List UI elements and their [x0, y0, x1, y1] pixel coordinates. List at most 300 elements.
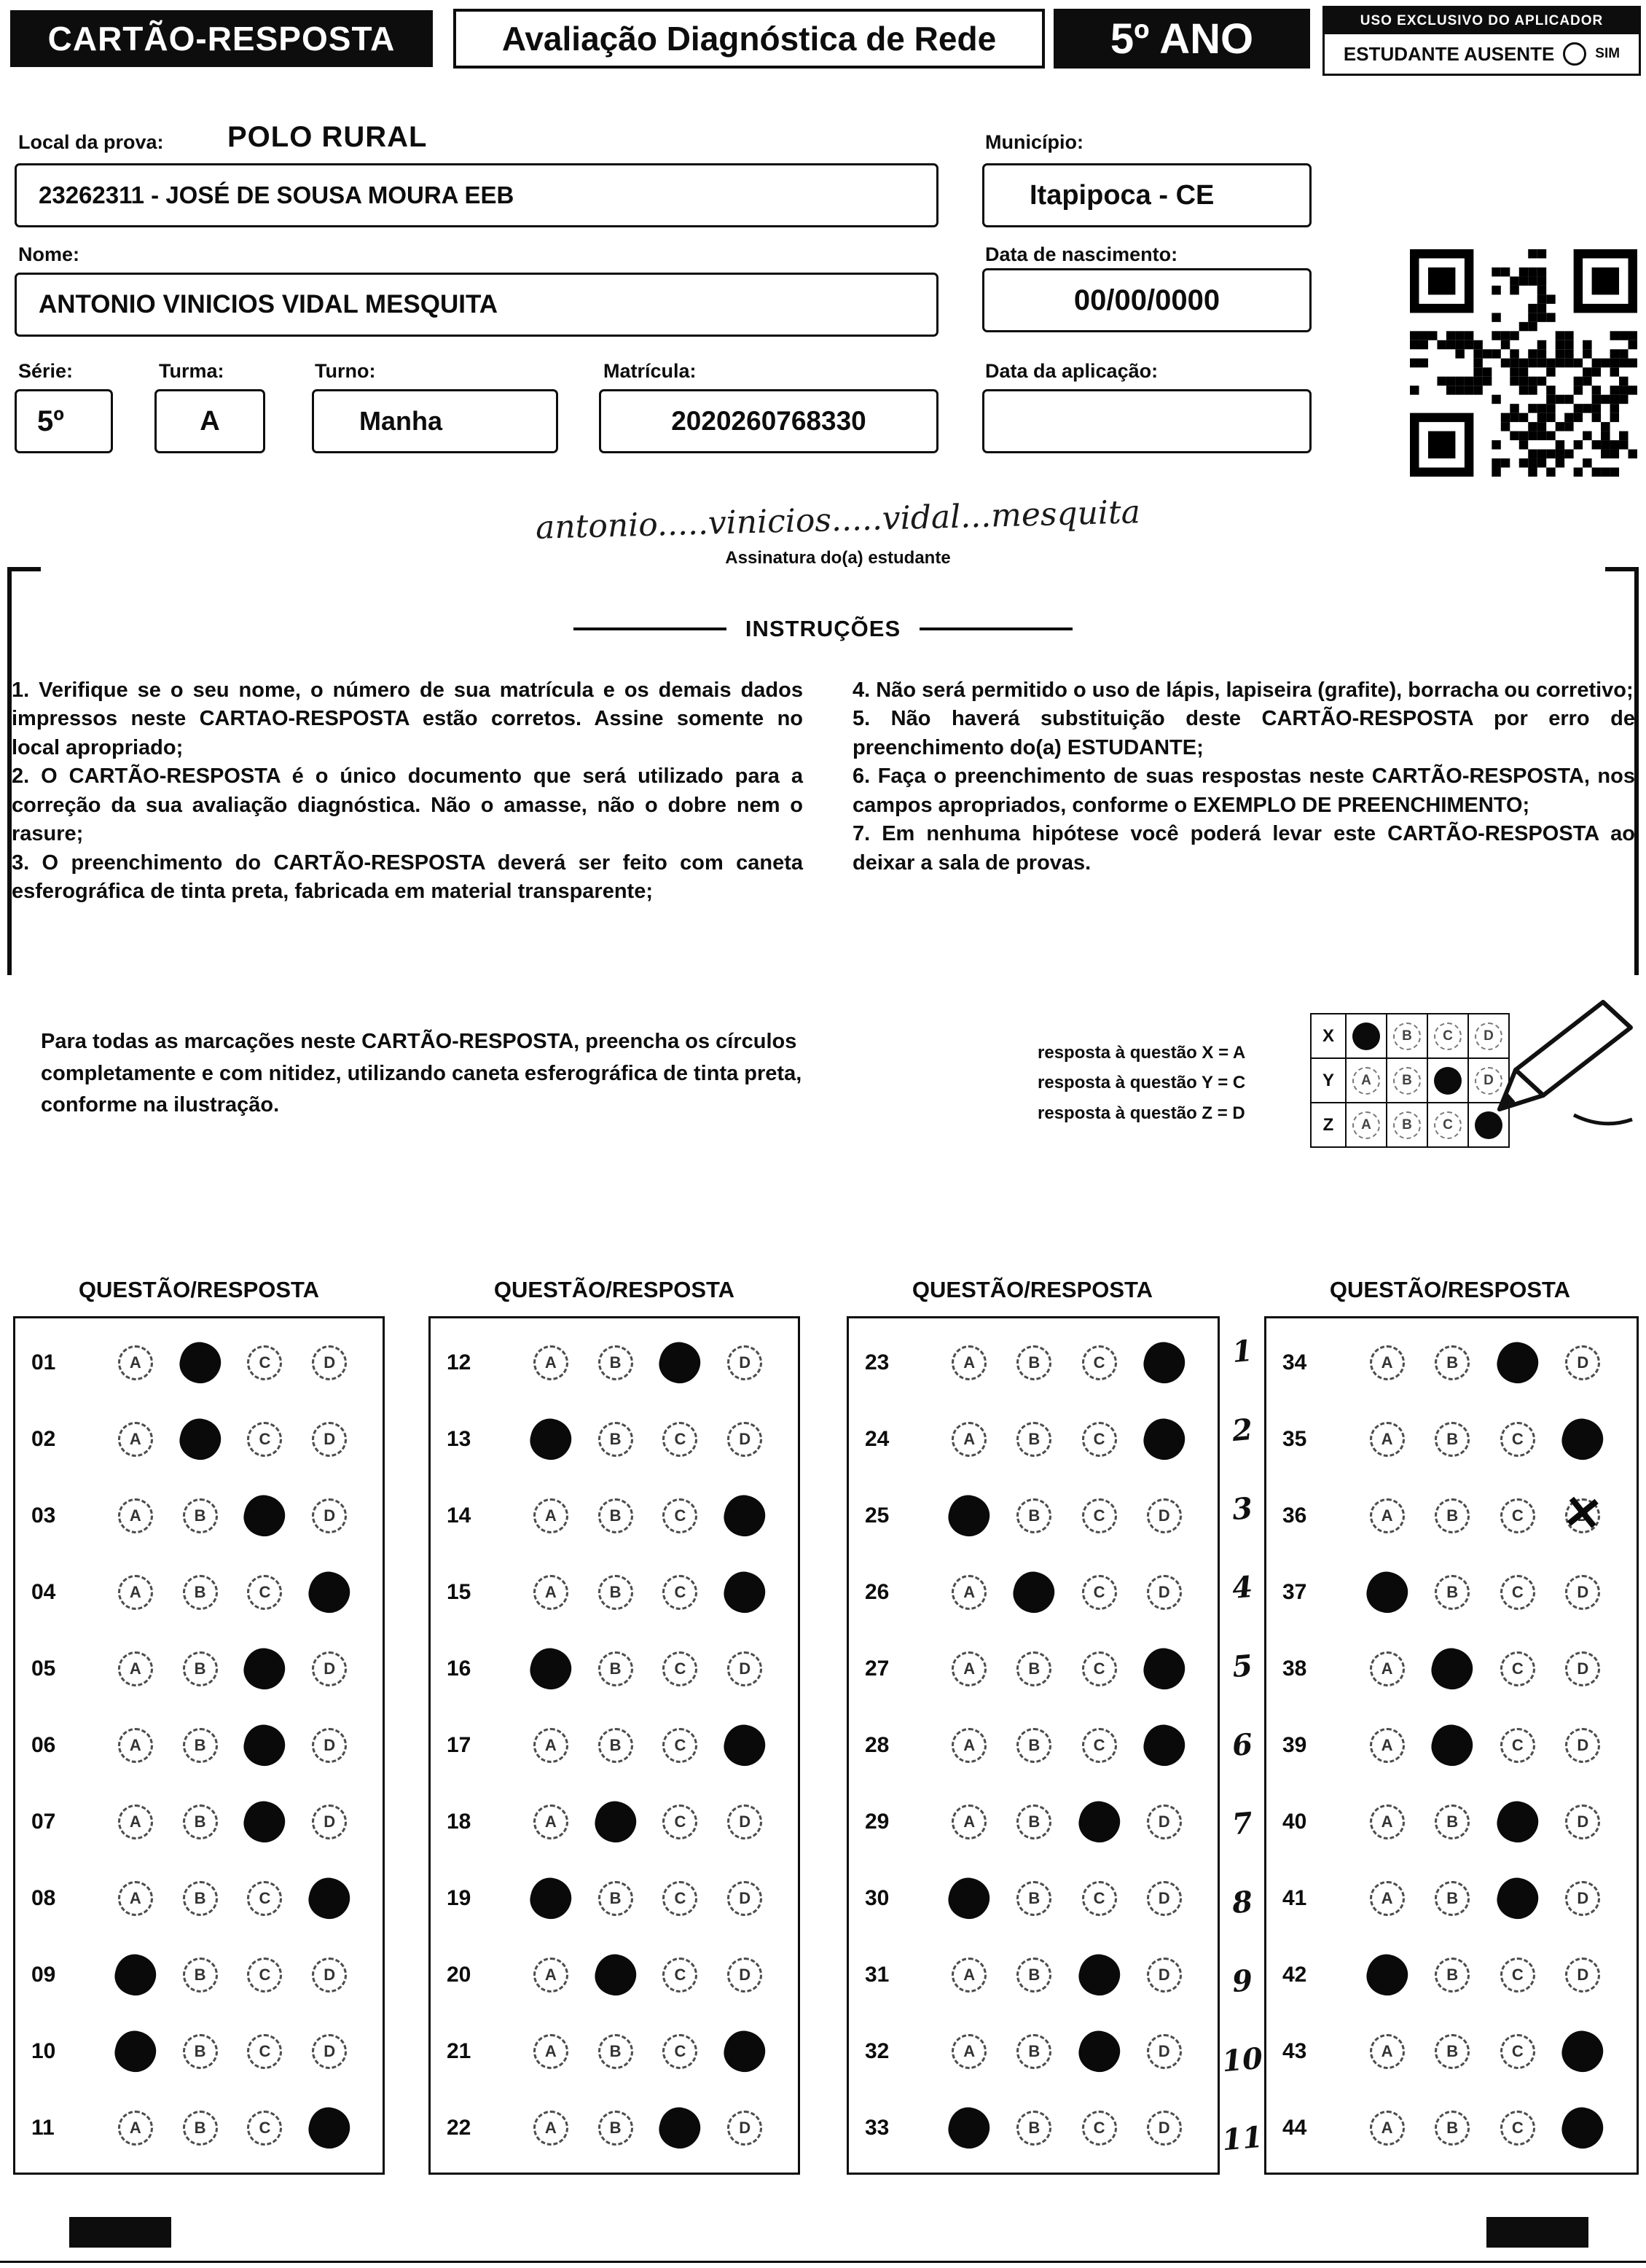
bubble-24-d[interactable] [1147, 1422, 1182, 1457]
bubble-34-b[interactable]: B [1435, 1345, 1470, 1380]
bubble-21-a[interactable]: A [533, 2034, 568, 2069]
bubble-40-a[interactable]: A [1370, 1804, 1405, 1839]
school-field: 23262311 - JOSÉ DE SOUSA MOURA EEB [15, 163, 938, 227]
bubble-01-a[interactable]: A [118, 1345, 153, 1380]
bubble-41-a[interactable]: A [1370, 1881, 1405, 1916]
bubble-29-b[interactable]: B [1016, 1804, 1051, 1839]
bubble-22-b[interactable]: B [598, 2111, 633, 2146]
bubble-23-c[interactable]: C [1082, 1345, 1117, 1380]
example-option-cell [1427, 1013, 1469, 1059]
bubble-32-b[interactable]: B [1016, 2034, 1051, 2069]
handwritten-number: 9 [1231, 1963, 1254, 1999]
bubble-42-c[interactable]: C [1500, 1958, 1535, 1993]
bubble-05-a[interactable]: A [118, 1651, 153, 1686]
bubble-01-d[interactable]: D [312, 1345, 347, 1380]
bubble-28-b[interactable]: B [1016, 1728, 1051, 1763]
question-number: 41 [1282, 1886, 1307, 1911]
bubble-37-c[interactable]: C [1500, 1575, 1535, 1610]
bubble-23-d[interactable] [1147, 1345, 1182, 1380]
bubble-04-b[interactable]: B [183, 1575, 218, 1610]
bubble-10-c[interactable]: C [247, 2034, 282, 2069]
bubble-06-d[interactable]: D [312, 1728, 347, 1763]
instruction-item: 4. Não será permitido o uso de lápis, lapiseira (grafite), borracha ou corretivo; [853, 679, 1634, 702]
turno-label: Turno: [315, 360, 376, 382]
question-row-44 [1266, 2090, 1637, 2167]
bubble-17-d[interactable] [727, 1728, 762, 1763]
question-row-10 [15, 2014, 383, 2090]
local-value: POLO RURAL [227, 121, 428, 153]
bubble-10-d[interactable]: D [312, 2034, 347, 2069]
example-option-cell [1345, 1102, 1387, 1148]
question-row-13 [431, 1401, 798, 1477]
bubble-21-b[interactable]: B [598, 2034, 633, 2069]
question-row-25 [849, 1477, 1218, 1554]
bubble-14-d[interactable] [727, 1498, 762, 1533]
instruction-item: 3. O preenchimento do CARTÃO-RESPOSTA deverá ser feito com caneta esferográfica de tinta preta, fabricada em material transparente; [12, 850, 803, 904]
bubble-44-c[interactable]: C [1500, 2111, 1535, 2146]
question-options [88, 2034, 383, 2069]
bubble-28-a[interactable]: A [952, 1728, 987, 1763]
bubble-27-c[interactable]: C [1082, 1651, 1117, 1686]
question-row-37 [1266, 1554, 1637, 1630]
bubble-19-a[interactable] [533, 1881, 568, 1916]
question-row-43 [1266, 2014, 1637, 2090]
handwritten-numbers [1215, 1312, 1269, 2178]
bubble-42-d[interactable]: D [1565, 1958, 1600, 1993]
bubble-09-c[interactable]: C [247, 1958, 282, 1993]
bubble-16-d[interactable]: D [727, 1651, 762, 1686]
nome-label: Nome: [18, 243, 80, 265]
question-number: 19 [447, 1886, 471, 1911]
bubble-02-d[interactable]: D [312, 1422, 347, 1457]
bubble-14-c[interactable]: C [662, 1498, 697, 1533]
bubble-39-d[interactable]: D [1565, 1728, 1600, 1763]
example-bubble-a: A [1352, 1067, 1380, 1095]
question-row-16 [431, 1630, 798, 1707]
bubble-22-a[interactable]: A [533, 2111, 568, 2146]
bubble-29-c[interactable] [1082, 1804, 1117, 1839]
bubble-03-d[interactable]: D [312, 1498, 347, 1533]
bubble-14-b[interactable]: B [598, 1498, 633, 1533]
bubble-12-c[interactable] [662, 1345, 697, 1380]
absent-bubble[interactable] [1563, 42, 1586, 66]
bubble-40-d[interactable]: D [1565, 1804, 1600, 1839]
question-number: 27 [865, 1656, 890, 1681]
absent-row [1325, 34, 1639, 74]
nome-field: ANTONIO VINICIOS VIDAL MESQUITA [15, 273, 938, 337]
bubble-18-a[interactable]: A [533, 1804, 568, 1839]
bubble-38-b[interactable] [1435, 1651, 1470, 1686]
bubble-43-a[interactable]: A [1370, 2034, 1405, 2069]
question-row-41 [1266, 1861, 1637, 1937]
bubble-12-a[interactable]: A [533, 1345, 568, 1380]
bubble-24-c[interactable]: C [1082, 1422, 1117, 1457]
example-bubble-a [1352, 1022, 1380, 1050]
bubble-34-d[interactable]: D [1565, 1345, 1600, 1380]
bubble-40-b[interactable]: B [1435, 1804, 1470, 1839]
example-row-label: Z [1310, 1102, 1347, 1148]
question-number: 32 [865, 2039, 890, 2064]
bubble-44-b[interactable]: B [1435, 2111, 1470, 2146]
bubble-07-b[interactable]: B [183, 1804, 218, 1839]
bubble-13-d[interactable]: D [727, 1422, 762, 1457]
bubble-39-a[interactable]: A [1370, 1728, 1405, 1763]
bubble-13-c[interactable]: C [662, 1422, 697, 1457]
bubble-30-d[interactable]: D [1147, 1881, 1182, 1916]
bubble-33-a[interactable] [952, 2111, 987, 2146]
bubble-11-c[interactable]: C [247, 2111, 282, 2146]
bubble-06-a[interactable]: A [118, 1728, 153, 1763]
bubble-41-c[interactable] [1500, 1881, 1535, 1916]
sheet-title: CARTÃO-RESPOSTA [10, 10, 433, 67]
serie-field: 5º [15, 389, 113, 453]
bubble-03-b[interactable]: B [183, 1498, 218, 1533]
column-header-4: QUESTÃO/RESPOSTA [1329, 1277, 1571, 1302]
turno-field: Manha [312, 389, 558, 453]
question-number: 22 [447, 2116, 471, 2140]
bubble-36-d[interactable]: ✕ D [1565, 1498, 1600, 1533]
question-options [88, 1422, 383, 1457]
bubble-17-c[interactable]: C [662, 1728, 697, 1763]
question-options [922, 1958, 1218, 1993]
bubble-32-a[interactable]: A [952, 2034, 987, 2069]
question-number: 31 [865, 1963, 890, 1987]
example-bubble-c [1434, 1067, 1462, 1095]
bubble-20-c[interactable]: C [662, 1958, 697, 1993]
question-number: 24 [865, 1426, 890, 1451]
bubble-29-d[interactable]: D [1147, 1804, 1182, 1839]
question-row-12 [431, 1324, 798, 1401]
bubble-18-d[interactable]: D [727, 1804, 762, 1839]
bubble-36-b[interactable]: B [1435, 1498, 1470, 1533]
bubble-21-d[interactable] [727, 2034, 762, 2069]
bubble-09-a[interactable] [118, 1958, 153, 1993]
bubble-08-b[interactable]: B [183, 1881, 218, 1916]
bubble-14-a[interactable]: A [533, 1498, 568, 1533]
bubble-34-c[interactable] [1500, 1345, 1535, 1380]
bubble-26-d[interactable]: D [1147, 1575, 1182, 1610]
bubble-39-c[interactable]: C [1500, 1728, 1535, 1763]
bubble-22-c[interactable] [662, 2111, 697, 2146]
question-number: 21 [447, 2039, 471, 2064]
bubble-15-d[interactable] [727, 1575, 762, 1610]
bubble-26-c[interactable]: C [1082, 1575, 1117, 1610]
aplicacao-field [982, 389, 1312, 453]
question-options [1339, 2034, 1637, 2069]
example-bubble-a: A [1352, 1111, 1380, 1139]
bubble-15-c[interactable]: C [662, 1575, 697, 1610]
example-bubble-c: C [1434, 1022, 1462, 1050]
bubble-21-c[interactable]: C [662, 2034, 697, 2069]
question-options [1339, 1958, 1637, 1993]
question-row-26 [849, 1554, 1218, 1630]
question-number: 25 [865, 1503, 890, 1528]
bubble-33-c[interactable]: C [1082, 2111, 1117, 2146]
question-number: 34 [1282, 1350, 1307, 1375]
bubble-32-c[interactable] [1082, 2034, 1117, 2069]
example-option-cell [1386, 1102, 1428, 1148]
bubble-37-a[interactable] [1370, 1575, 1405, 1610]
question-number: 08 [31, 1886, 56, 1911]
grade-badge: 5º ANO [1054, 9, 1310, 69]
bubble-38-a[interactable]: A [1370, 1651, 1405, 1686]
bubble-11-b[interactable]: B [183, 2111, 218, 2146]
question-number: 37 [1282, 1579, 1307, 1604]
legend-line: resposta à questão Z = D [1038, 1103, 1245, 1123]
handwritten-number: 10 [1220, 2041, 1264, 2079]
question-row-22 [431, 2090, 798, 2167]
question-options [922, 1422, 1218, 1457]
bubble-27-a[interactable]: A [952, 1651, 987, 1686]
bubble-03-a[interactable]: A [118, 1498, 153, 1533]
bubble-12-b[interactable]: B [598, 1345, 633, 1380]
question-number: 30 [865, 1886, 890, 1911]
bubble-16-c[interactable]: C [662, 1651, 697, 1686]
question-options [1339, 1345, 1637, 1380]
example-row-label: Y [1310, 1057, 1347, 1103]
question-row-27 [849, 1630, 1218, 1707]
question-number: 17 [447, 1733, 471, 1758]
bottom-edge-line [0, 2261, 1646, 2263]
question-number: 35 [1282, 1426, 1307, 1451]
bubble-43-b[interactable]: B [1435, 2034, 1470, 2069]
bubble-44-a[interactable]: A [1370, 2111, 1405, 2146]
bubble-37-b[interactable]: B [1435, 1575, 1470, 1610]
bubble-31-a[interactable]: A [952, 1958, 987, 1993]
bubble-07-d[interactable]: D [312, 1804, 347, 1839]
header-rule-right [920, 627, 1073, 630]
bubble-15-b[interactable]: B [598, 1575, 633, 1610]
bubble-20-d[interactable]: D [727, 1958, 762, 1993]
question-number: 10 [31, 2039, 56, 2064]
bubble-16-b[interactable]: B [598, 1651, 633, 1686]
bubble-05-d[interactable]: D [312, 1651, 347, 1686]
question-row-29 [849, 1784, 1218, 1861]
question-number: 01 [31, 1350, 56, 1375]
bubble-31-c[interactable] [1082, 1958, 1117, 1993]
bubble-25-c[interactable]: C [1082, 1498, 1117, 1533]
bubble-11-d[interactable] [312, 2111, 347, 2146]
bubble-29-a[interactable]: A [952, 1804, 987, 1839]
student-signature-handwriting: antonio.....vinicios.....vidal...mesquita [535, 493, 1141, 547]
question-number: 13 [447, 1426, 471, 1451]
bubble-34-a[interactable]: A [1370, 1345, 1405, 1380]
bubble-07-c[interactable] [247, 1804, 282, 1839]
bubble-13-a[interactable] [533, 1422, 568, 1457]
bubble-43-c[interactable]: C [1500, 2034, 1535, 2069]
bubble-07-a[interactable]: A [118, 1804, 153, 1839]
question-row-02 [15, 1401, 383, 1477]
answer-grid-1 [13, 1316, 385, 2175]
bubble-18-b[interactable] [598, 1804, 633, 1839]
bubble-30-b[interactable]: B [1016, 1881, 1051, 1916]
question-options [922, 1498, 1218, 1533]
question-row-03 [15, 1477, 383, 1554]
handwritten-number: 5 [1231, 1648, 1254, 1684]
instruction-item: 7. Em nenhuma hipótese você poderá levar este CARTÃO-RESPOSTA ao deixar a sala de provas. [853, 822, 1635, 875]
bubble-10-b[interactable]: B [183, 2034, 218, 2069]
bubble-38-c[interactable]: C [1500, 1651, 1535, 1686]
bubble-03-c[interactable] [247, 1498, 282, 1533]
question-row-38 [1266, 1630, 1637, 1707]
bubble-08-c[interactable]: C [247, 1881, 282, 1916]
question-number: 07 [31, 1810, 56, 1834]
question-options [922, 1728, 1218, 1763]
bubble-30-a[interactable] [952, 1881, 987, 1916]
question-row-18 [431, 1784, 798, 1861]
bubble-39-b[interactable] [1435, 1728, 1470, 1763]
bubble-17-a[interactable]: A [533, 1728, 568, 1763]
question-number: 29 [865, 1810, 890, 1834]
bubble-23-a[interactable]: A [952, 1345, 987, 1380]
question-options [503, 1651, 798, 1686]
instruction-item: 6. Faça o preenchimento de suas respostas neste CARTÃO-RESPOSTA, nos campos apropriados, conforme o EXEMPLO DE PREENCHIMENTO; [853, 765, 1635, 817]
bubble-05-b[interactable]: B [183, 1651, 218, 1686]
instruction-item: 2. O CARTÃO-RESPOSTA é o único documento que será utilizado para a correção da sua avaliação diagnóstica. Não o amasse, não o dobre nem o rasure; [12, 765, 803, 846]
example-bubble-c: C [1434, 1111, 1462, 1139]
bubble-04-c[interactable]: C [247, 1575, 282, 1610]
question-row-14 [431, 1477, 798, 1554]
column-header-1: QUESTÃO/RESPOSTA [78, 1277, 320, 1302]
question-options [88, 1804, 383, 1839]
question-row-28 [849, 1707, 1218, 1783]
column-header-2: QUESTÃO/RESPOSTA [493, 1277, 735, 1302]
example-option-cell [1345, 1013, 1387, 1059]
question-options [88, 2111, 383, 2146]
instruction-item: 1. Verifique se o seu nome, o número de sua matrícula e os demais dados impressos neste CARTAO-RESPOSTA estão corretos. Assine somente no local apropriado; [12, 679, 803, 759]
bubble-36-c[interactable]: C [1500, 1498, 1535, 1533]
bubble-01-b[interactable] [183, 1345, 218, 1380]
question-number: 38 [1282, 1656, 1307, 1681]
bubble-13-b[interactable]: B [598, 1422, 633, 1457]
bubble-12-d[interactable]: D [727, 1345, 762, 1380]
bubble-23-b[interactable]: B [1016, 1345, 1051, 1380]
question-row-36 [1266, 1477, 1637, 1554]
bubble-25-d[interactable]: D [1147, 1498, 1182, 1533]
bubble-26-b[interactable] [1016, 1575, 1051, 1610]
bubble-09-d[interactable]: D [312, 1958, 347, 1993]
bubble-28-c[interactable]: C [1082, 1728, 1117, 1763]
bubble-31-d[interactable]: D [1147, 1958, 1182, 1993]
bubble-42-b[interactable]: B [1435, 1958, 1470, 1993]
instructions-title: INSTRUÇÕES [745, 616, 901, 641]
bubble-43-d[interactable] [1565, 2034, 1600, 2069]
question-number: 40 [1282, 1810, 1307, 1834]
municipio-field: Itapipoca - CE [982, 163, 1312, 227]
bubble-10-a[interactable] [118, 2034, 153, 2069]
question-row-15 [431, 1554, 798, 1630]
question-options [1339, 1728, 1637, 1763]
question-options [503, 1728, 798, 1763]
bubble-19-b[interactable]: B [598, 1881, 633, 1916]
question-row-35 [1266, 1401, 1637, 1477]
bubble-38-d[interactable]: D [1565, 1651, 1600, 1686]
bubble-04-d[interactable] [312, 1575, 347, 1610]
bubble-41-d[interactable]: D [1565, 1881, 1600, 1916]
question-options [503, 1345, 798, 1380]
example-option-cell [1345, 1057, 1387, 1103]
question-options [922, 1881, 1218, 1916]
bubble-08-d[interactable] [312, 1881, 347, 1916]
bubble-06-c[interactable] [247, 1728, 282, 1763]
bubble-33-b[interactable]: B [1016, 2111, 1051, 2146]
bubble-25-b[interactable]: B [1016, 1498, 1051, 1533]
question-options [1339, 1804, 1637, 1839]
bubble-18-c[interactable]: C [662, 1804, 697, 1839]
nascimento-label: Data de nascimento: [985, 243, 1178, 265]
bubble-15-a[interactable]: A [533, 1575, 568, 1610]
bubble-31-b[interactable]: B [1016, 1958, 1051, 1993]
bubble-44-d[interactable] [1565, 2111, 1600, 2146]
bubble-35-c[interactable]: C [1500, 1422, 1535, 1457]
bubble-35-b[interactable]: B [1435, 1422, 1470, 1457]
bubble-26-a[interactable]: A [952, 1575, 987, 1610]
bubble-37-d[interactable]: D [1565, 1575, 1600, 1610]
qr-code [1410, 249, 1637, 477]
question-number: 42 [1282, 1963, 1307, 1987]
question-number: 15 [447, 1579, 471, 1604]
bubble-20-a[interactable]: A [533, 1958, 568, 1993]
bubble-04-a[interactable]: A [118, 1575, 153, 1610]
bubble-16-a[interactable] [533, 1651, 568, 1686]
bubble-25-a[interactable] [952, 1498, 987, 1533]
question-number: 39 [1282, 1733, 1307, 1758]
bubble-02-a[interactable]: A [118, 1422, 153, 1457]
bubble-27-b[interactable]: B [1016, 1651, 1051, 1686]
question-options [922, 2034, 1218, 2069]
question-row-01 [15, 1324, 383, 1401]
question-row-06 [15, 1707, 383, 1783]
bubble-02-b[interactable] [183, 1422, 218, 1457]
bubble-33-d[interactable]: D [1147, 2111, 1182, 2146]
bubble-20-b[interactable] [598, 1958, 633, 1993]
bubble-05-c[interactable] [247, 1651, 282, 1686]
bubble-11-a[interactable]: A [118, 2111, 153, 2146]
bubble-24-b[interactable]: B [1016, 1422, 1051, 1457]
bubble-01-c[interactable]: C [247, 1345, 282, 1380]
legend-line: resposta à questão Y = C [1038, 1073, 1246, 1093]
bubble-19-c[interactable]: C [662, 1881, 697, 1916]
bubble-06-b[interactable]: B [183, 1728, 218, 1763]
bubble-35-a[interactable]: A [1370, 1422, 1405, 1457]
bubble-35-d[interactable] [1565, 1422, 1600, 1457]
question-number: 16 [447, 1656, 471, 1681]
example-bubble-b: B [1393, 1067, 1421, 1095]
bubble-42-a[interactable] [1370, 1958, 1405, 1993]
question-number: 04 [31, 1579, 56, 1604]
bubble-09-b[interactable]: B [183, 1958, 218, 1993]
bubble-27-d[interactable] [1147, 1651, 1182, 1686]
bubble-28-d[interactable] [1147, 1728, 1182, 1763]
bubble-08-a[interactable]: A [118, 1881, 153, 1916]
question-options [922, 1345, 1218, 1380]
handwritten-number: 8 [1231, 1884, 1254, 1920]
registration-mark-bottom-right [1486, 2217, 1588, 2248]
question-number: 03 [31, 1503, 56, 1528]
bubble-22-d[interactable]: D [727, 2111, 762, 2146]
bubble-24-a[interactable]: A [952, 1422, 987, 1457]
question-number: 06 [31, 1733, 56, 1758]
bubble-40-c[interactable] [1500, 1804, 1535, 1839]
bubble-41-b[interactable]: B [1435, 1881, 1470, 1916]
bubble-32-d[interactable]: D [1147, 2034, 1182, 2069]
bubble-36-a[interactable]: A [1370, 1498, 1405, 1533]
bubble-19-d[interactable]: D [727, 1881, 762, 1916]
bubble-17-b[interactable]: B [598, 1728, 633, 1763]
bubble-30-c[interactable]: C [1082, 1881, 1117, 1916]
question-options [88, 1651, 383, 1686]
bubble-02-c[interactable]: C [247, 1422, 282, 1457]
